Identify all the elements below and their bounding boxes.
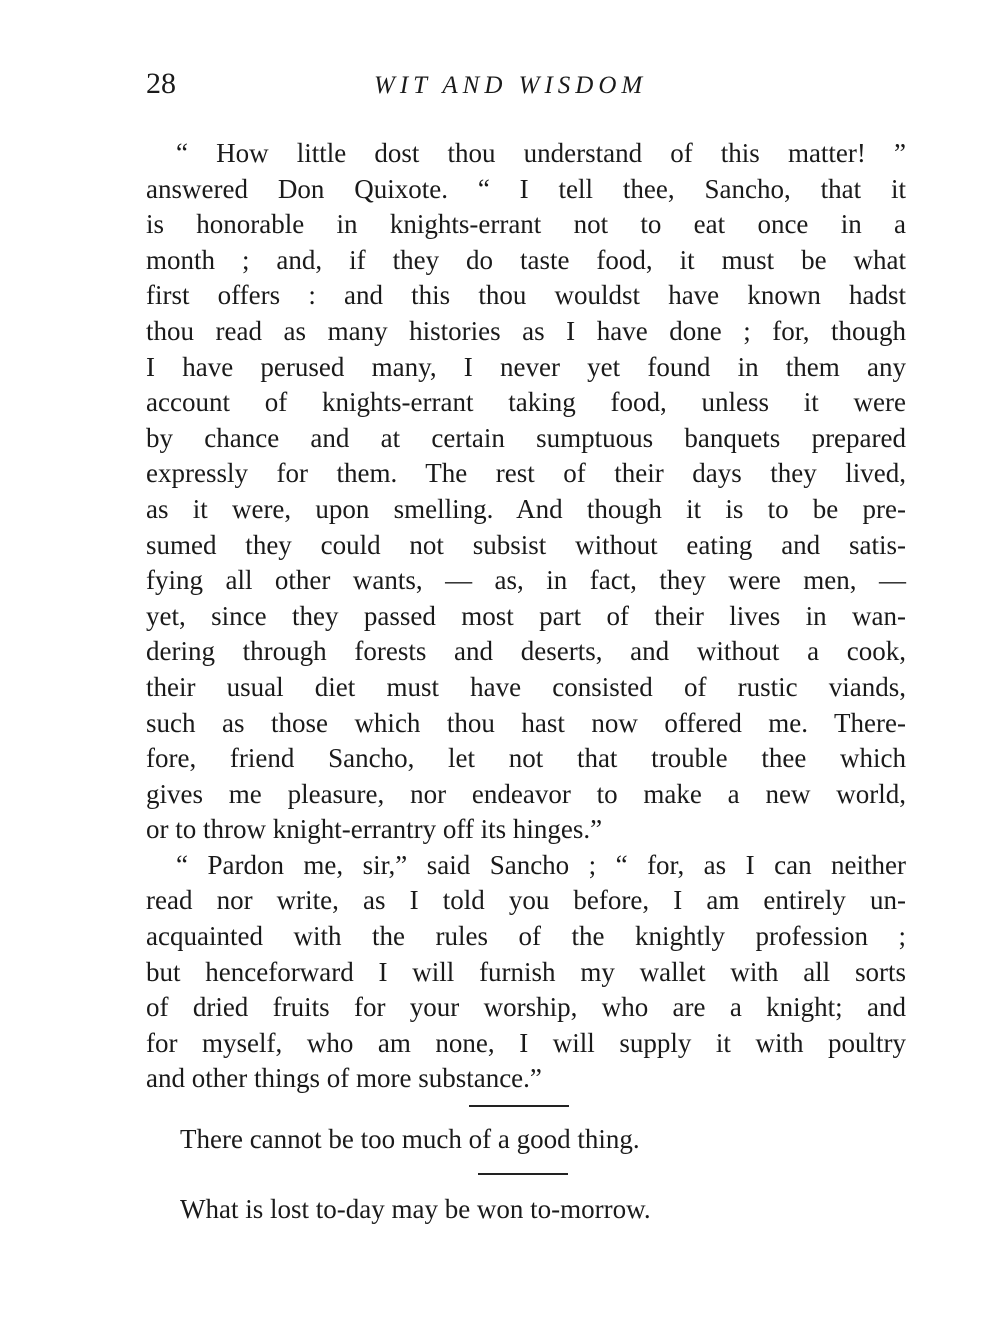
page-number: 28 xyxy=(146,67,176,100)
running-title: WIT AND WISDOM xyxy=(374,72,648,99)
running-head xyxy=(146,66,906,106)
text-line: of dried fruits for your worship, who are a knight; and xyxy=(146,992,906,1023)
text-line: as it were, upon smelling. And though it is to be pre- xyxy=(146,493,906,524)
text-line: acquainted with the rules of the knightly profession ; xyxy=(146,921,906,952)
text-line: I have perused many, I never yet found in them any xyxy=(146,351,906,382)
text-line: but henceforward I will furnish my wallet with all sorts xyxy=(146,956,906,987)
text-line: read nor write, as I told you before, I am entirely un- xyxy=(146,885,906,916)
text-line: answered Don Quixote. “ I tell thee, Sancho, that it xyxy=(146,173,906,204)
text-line: their usual diet must have consisted of rustic viands, xyxy=(146,671,906,702)
section-divider xyxy=(478,1173,568,1175)
text-line: account of knights-errant taking food, unless it were xyxy=(146,387,906,418)
text-line: and other things of more substance.” xyxy=(146,1063,542,1094)
text-line: yet, since they passed most part of their lives in wan- xyxy=(146,600,906,631)
text-line: by chance and at certain sumptuous banquets prepared xyxy=(146,422,906,453)
text-line: thou read as many histories as I have done ; for, though xyxy=(146,315,906,346)
text-line: month ; and, if they do taste food, it must be what xyxy=(146,244,906,275)
text-line: fore, friend Sancho, let not that trouble thee which xyxy=(146,743,906,774)
text-line: or to throw knight-errantry off its hinges.” xyxy=(146,814,603,845)
text-line: fying all other wants, — as, in fact, they were men, — xyxy=(146,565,906,596)
proverb: There cannot be too much of a good thing. xyxy=(180,1124,640,1154)
text-line: expressly for them. The rest of their days they lived, xyxy=(146,458,906,489)
text-line: is honorable in knights-errant not to eat once in a xyxy=(146,209,906,240)
text-line: for myself, who am none, I will supply it with poultry xyxy=(146,1027,906,1058)
text-line: dering through forests and deserts, and without a cook, xyxy=(146,636,906,667)
text-line: sumed they could not subsist without eating and satis- xyxy=(146,529,906,560)
text-line: “ Pardon me, sir,” said Sancho ; “ for, as I can neither xyxy=(176,849,906,880)
body-text xyxy=(146,136,906,1097)
proverb: What is lost to-day may be won to-morrow. xyxy=(180,1194,651,1224)
text-line: first offers : and this thou wouldst have known hadst xyxy=(146,280,906,311)
text-line: “ How little dost thou understand of this matter! ” xyxy=(176,138,906,168)
text-line: such as those which thou hast now offered me. There- xyxy=(146,707,906,738)
text-line: gives me pleasure, nor endeavor to make a new world, xyxy=(146,778,906,809)
section-divider xyxy=(469,1105,569,1107)
